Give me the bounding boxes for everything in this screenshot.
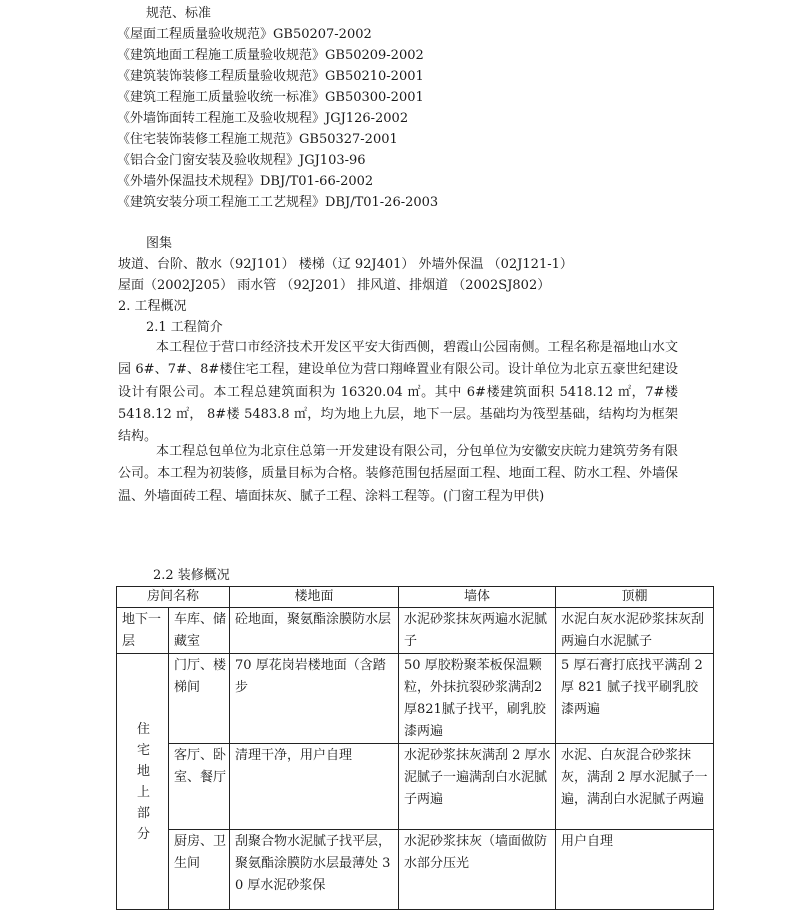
standard-item: 《外墙外保温技术规程》DBJ/T01-66-2002	[117, 174, 374, 189]
standard-item: 《外墙饰面转工程施工及验收规程》JGJ126-2002	[117, 111, 409, 126]
standard-item: 《建筑工程施工质量验收统一标准》GB50300-2001	[117, 90, 424, 105]
standard-item: 《屋面工程质量验收规范》GB50207-2002	[117, 27, 372, 42]
header-room: 房间名称	[117, 587, 230, 608]
atlas-heading: 图集	[146, 236, 173, 251]
floor-spec: 砼地面，聚氨酯涂膜防水层	[230, 608, 399, 654]
ceiling-spec: 用户自理	[556, 830, 714, 910]
room-name: 厨房、卫生间	[169, 830, 230, 910]
contractor-paragraph	[118, 441, 678, 508]
decoration-table	[116, 586, 714, 910]
room-name: 门厅、楼梯间	[169, 654, 230, 744]
wall-spec: 水泥砂浆抹灰满刮 2 厚水泥腻子一遍满刮白水泥腻子两遍	[399, 744, 556, 830]
table-row	[117, 608, 714, 654]
table-header-row	[117, 587, 714, 608]
row-group-residential	[117, 654, 169, 910]
group-char: 部	[136, 806, 150, 821]
decoration-heading: 2.2 装修概况	[153, 568, 230, 583]
header-wall: 墙体	[399, 587, 556, 608]
wall-spec: 水泥砂浆抹灰两遍水泥腻子	[399, 608, 556, 654]
floor-spec: 刮聚合物水泥腻子找平层，聚氨酯涂膜防水层最薄处 30 厚水泥砂浆保	[230, 830, 399, 910]
row-group-basement: 地下一层	[117, 608, 169, 654]
ceiling-spec: 水泥、白灰混合砂浆抹灰，满刮 2 厚水泥腻子一遍，满刮白水泥腻子两遍	[556, 744, 714, 830]
group-char: 上	[136, 785, 150, 800]
table-row	[117, 830, 714, 910]
table-row	[117, 744, 714, 830]
table-row	[117, 654, 714, 744]
wall-spec: 50 厚胶粉聚苯板保温颗粒，外抹抗裂砂浆满刮2厚821腻子找平，刷乳胶漆两遍	[399, 654, 556, 744]
header-ceiling: 顶棚	[556, 587, 714, 608]
standard-item: 《建筑地面工程施工质量验收规范》GB50209-2002	[117, 48, 424, 63]
floor-spec: 清理干净，用户自理	[230, 744, 399, 830]
contractor-paragraph-text: 本工程总包单位为北京住总第一开发建设有限公司，分包单位为安徽安庆皖力建筑劳务有限公司。本工程为初装修，质量目标为合格。装修范围包括屋面工程、地面工程、防水工程、外墙保温、外墙面砖工程、墙面抹灰、腻子工程、涂料工程等。(门窗工程为甲供)	[118, 444, 678, 504]
ceiling-spec: 5 厚石膏打底找平满刮 2 厚 821 腻子找平刷乳胶漆两遍	[556, 654, 714, 744]
standard-item: 《建筑装饰装修工程质量验收规范》GB50210-2001	[117, 69, 424, 84]
standard-item: 《铝合金门窗安装及验收规程》JGJ103-96	[117, 153, 366, 168]
group-char: 分	[136, 827, 150, 842]
wall-spec: 水泥砂浆抹灰（墙面做防水部分压光	[399, 830, 556, 910]
overview-paragraph	[118, 337, 678, 448]
standard-item: 《住宅装饰装修工程施工规范》GB50327-2001	[117, 132, 398, 147]
group-char: 住	[136, 722, 150, 737]
section-heading: 2. 工程概况	[118, 299, 187, 314]
group-char: 宅	[136, 743, 150, 758]
group-char: 地	[136, 764, 150, 779]
overview-paragraph-text: 本工程位于营口市经济技术开发区平安大街西侧，碧霞山公园南侧。工程名称是福地山水文园 6#、7#、8#楼住宅工程，建设单位为营口翔峰置业有限公司。设计单位为北京五豪世纪建设设计有限公司。本工程总建筑面积为 16320.04 ㎡。其中 6#楼建筑面积 5418.12 ㎡，7#楼 5418.12 ㎡， 8#楼 5483.8 ㎡，均为地上九层，地下一层。基础均为筏型基础，结构均为框架结构。	[118, 340, 678, 445]
standard-item: 《建筑安装分项工程施工工艺规程》DBJ/T01-26-2003	[117, 195, 439, 210]
atlas-line: 屋面（2002J205） 雨水管 （92J201） 排风道、排烟道 （2002SJ802）	[118, 278, 551, 293]
atlas-line: 坡道、台阶、散水（92J101） 楼梯（辽 92J401） 外墙外保温 （02J121-1）	[118, 257, 573, 272]
floor-spec: 70 厚花岗岩楼地面（含踏步	[230, 654, 399, 744]
ceiling-spec: 水泥白灰水泥砂浆抹灰刮两遍白水泥腻子	[556, 608, 714, 654]
subsection-heading: 2.1 工程简介	[146, 320, 223, 335]
room-name: 车库、储藏室	[169, 608, 230, 654]
standards-heading: 规范、标准	[146, 6, 212, 21]
room-name: 客厅、卧室、餐厅	[169, 744, 230, 830]
header-floor: 楼地面	[230, 587, 399, 608]
